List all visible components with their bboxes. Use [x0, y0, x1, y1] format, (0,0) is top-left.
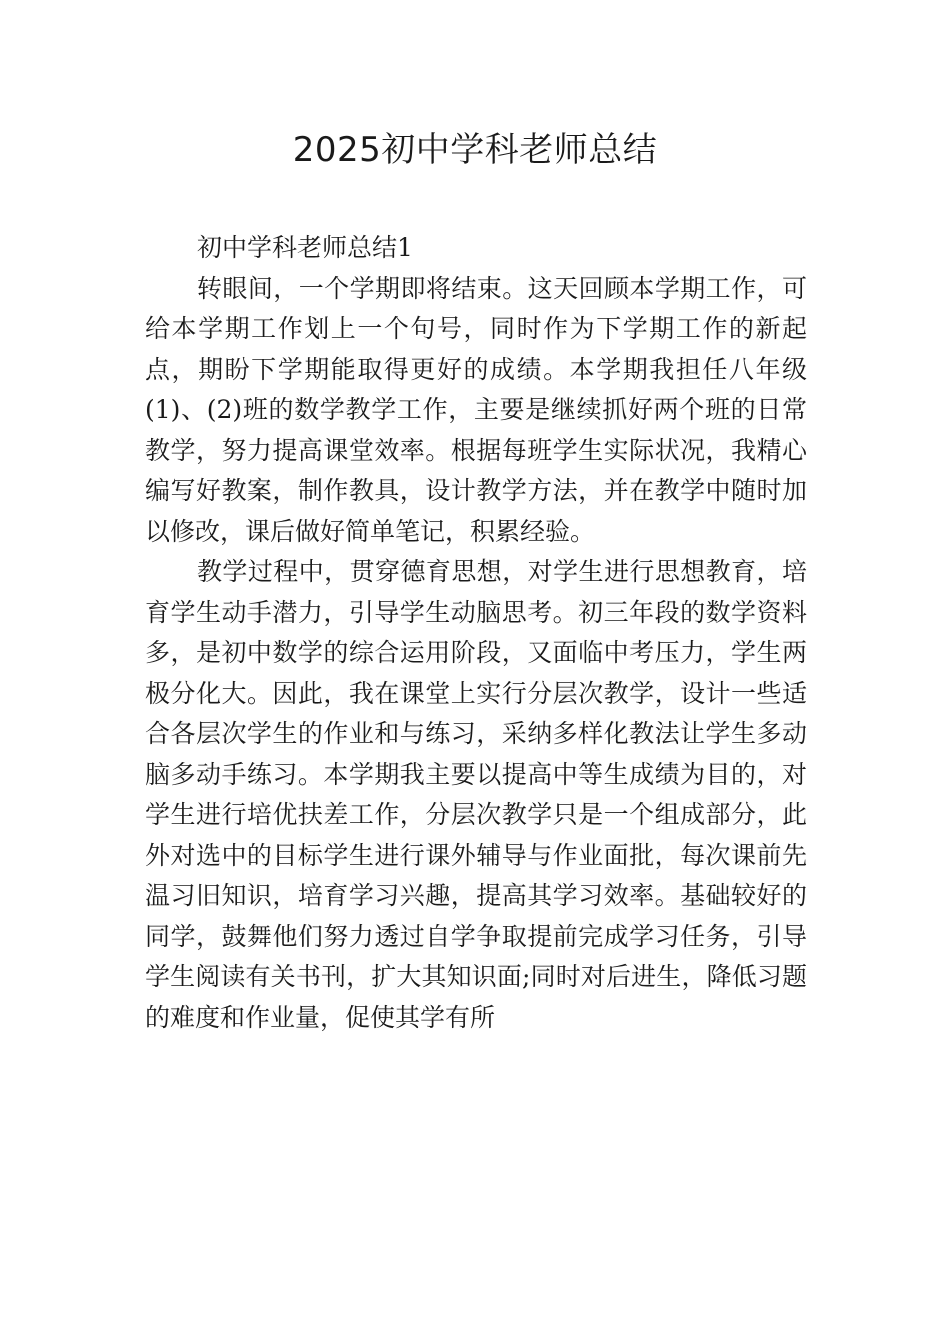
paragraph-2: 教学过程中，贯穿德育思想，对学生进行思想教育，培育学生动手潜力，引导学生动脑思考。初三年段的数学资料多，是初中数学的综合运用阶段，又面临中考压力，学生两极分化大。因此，我在课堂上实行分层次教学，设计一些适合各层次学生的作业和与练习，采纳多样化教法让学生多动脑多动手练习。本学期我主要以提高中等生成绩为目的，对学生进行培优扶差工作，分层次教学只是一个组成部分，此外对选中的目标学生进行课外辅导与作业面批，每次课前先温习旧知识，培育学习兴趣，提高其学习效率。基础较好的同学，鼓舞他们努力透过自学争取提前完成学习任务，引导学生阅读有关书刊，扩大其知识面;同时对后进生，降低习题的难度和作业量，促使其学有所 [145, 557, 807, 1032]
paragraph-1: 转眼间，一个学期即将结束。这天回顾本学期工作，可给本学期工作划上一个句号，同时作为下学期工作的新起点，期盼下学期能取得更好的成绩。本学期我担任八年级(1)、(2)班的数学教学工作，主要是继续抓好两个班的日常教学，努力提高课堂效率。根据每班学生实际状况，我精心编写好教案，制作教具，设计教学方法，并在教学中随时加以修改，课后做好简单笔记，积累经验。 [145, 273, 807, 546]
section-heading: 初中学科老师总结1 [197, 233, 413, 262]
document-body [145, 228, 807, 1038]
document-title: 2025初中学科老师总结 [292, 130, 658, 170]
